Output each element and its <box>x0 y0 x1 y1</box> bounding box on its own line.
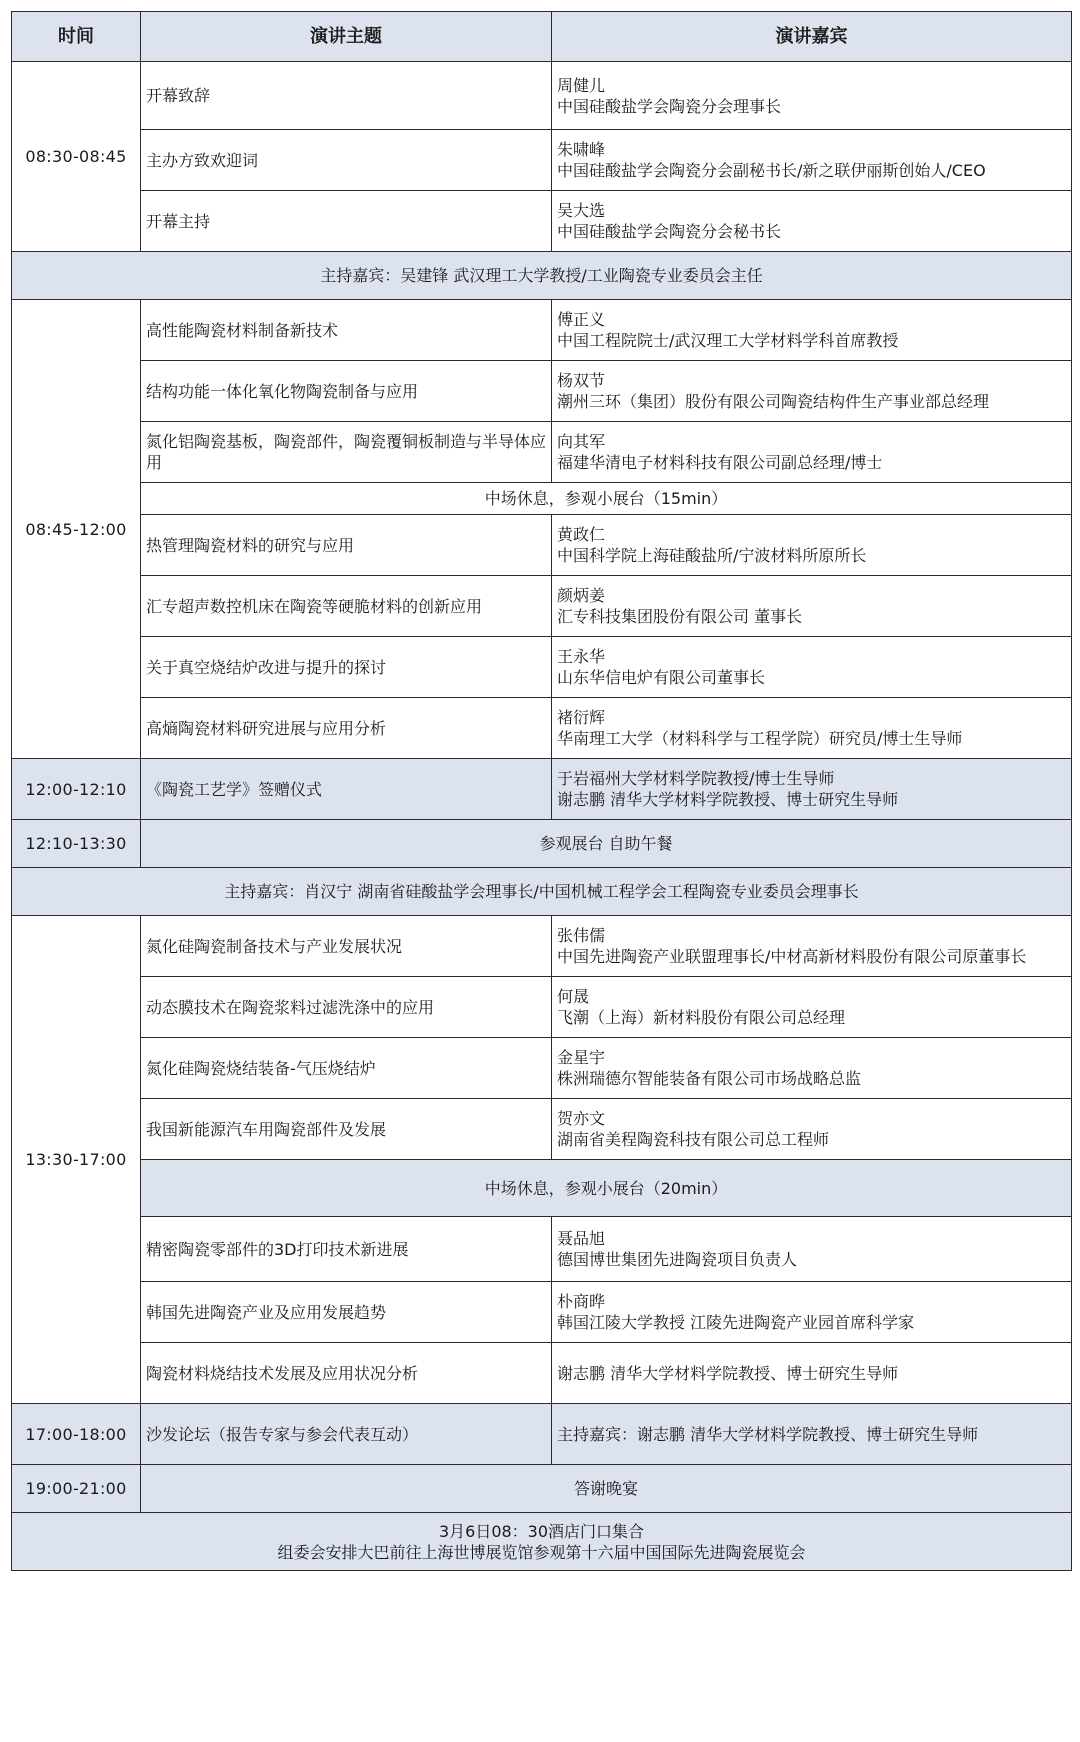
topic-cell: 沙发论坛（报告专家与参会代表互动） <box>141 1404 552 1465</box>
header-topic: 演讲主题 <box>141 12 552 62</box>
speaker-line: 谢志鹏 清华大学材料学院教授、博士研究生导师 <box>557 790 899 809</box>
topic-cell: 韩国先进陶瓷产业及应用发展趋势 <box>141 1282 552 1343</box>
table-row <box>12 300 1072 361</box>
speaker-cell <box>552 1217 1072 1282</box>
speaker-title: 中国硅酸盐学会陶瓷分会理事长 <box>557 96 782 116</box>
host-row <box>12 252 1072 300</box>
topic-cell: 主办方致欢迎词 <box>141 130 552 191</box>
speaker-cell <box>552 130 1072 191</box>
header-row <box>12 12 1072 62</box>
topic-cell: 陶瓷材料烧结技术发展及应用状况分析 <box>141 1343 552 1404</box>
speaker-name: 吴大选 <box>557 201 606 220</box>
table-row <box>12 698 1072 759</box>
time-cell: 12:10-13:30 <box>12 820 141 868</box>
speaker-title: 中国硅酸盐学会陶瓷分会秘书长 <box>557 222 782 241</box>
speaker-cell <box>552 422 1072 483</box>
table-row <box>12 1343 1072 1404</box>
topic-cell: 高性能陶瓷材料制备新技术 <box>141 300 552 361</box>
speaker-title: 飞潮（上海）新材料股份有限公司总经理 <box>557 1008 846 1027</box>
speaker-title: 汇专科技集团股份有限公司 董事长 <box>557 607 803 626</box>
topic-cell: 动态膜技术在陶瓷浆料过滤洗涤中的应用 <box>141 977 552 1038</box>
table-row <box>12 361 1072 422</box>
host-row <box>12 868 1072 916</box>
table-row <box>12 422 1072 483</box>
speaker-cell: 主持嘉宾：谢志鹏 清华大学材料学院教授、博士研究生导师 <box>552 1404 1072 1465</box>
table-row <box>12 1038 1072 1099</box>
speaker-name: 颜炳姜 <box>557 586 606 605</box>
table-row <box>12 576 1072 637</box>
time-cell: 13:30-17:00 <box>12 916 141 1404</box>
table-row <box>12 130 1072 191</box>
break-cell: 中场休息，参观小展台（20min） <box>141 1160 1072 1217</box>
table-row <box>12 515 1072 576</box>
table-row <box>12 1282 1072 1343</box>
speaker-title: 湖南省美程陶瓷科技有限公司总工程师 <box>557 1130 830 1149</box>
table-row <box>12 637 1072 698</box>
agenda-wrapper <box>11 11 1072 1571</box>
footer-cell <box>12 1513 1072 1571</box>
speaker-cell <box>552 698 1072 759</box>
topic-cell: 氮化硅陶瓷制备技术与产业发展状况 <box>141 916 552 977</box>
topic-cell: 《陶瓷工艺学》签赠仪式 <box>141 759 552 820</box>
speaker-name: 金星宇 <box>557 1048 606 1067</box>
speaker-name: 张伟儒 <box>557 926 606 945</box>
speaker-cell <box>552 1099 1072 1160</box>
speaker-name: 贺亦文 <box>557 1109 606 1128</box>
speaker-name: 杨双节 <box>557 371 606 390</box>
break-row <box>12 483 1072 515</box>
speaker-title: 潮州三环（集团）股份有限公司陶瓷结构件生产事业部总经理 <box>557 392 990 411</box>
speaker-name: 何晟 <box>557 987 590 1006</box>
table-row <box>12 191 1072 252</box>
speaker-title: 中国工程院院士/武汉理工大学材料学科首席教授 <box>557 331 899 350</box>
speaker-name: 朱啸峰 <box>557 140 606 159</box>
topic-cell: 结构功能一体化氧化物陶瓷制备与应用 <box>141 361 552 422</box>
speaker-title: 福建华清电子材料科技有限公司副总经理/博士 <box>557 453 883 472</box>
host-cell: 主持嘉宾：肖汉宁 湖南省硅酸盐学会理事长/中国机械工程学会工程陶瓷专业委员会理事长 <box>12 868 1072 916</box>
topic-cell: 高熵陶瓷材料研究进展与应用分析 <box>141 698 552 759</box>
speaker-name: 周健儿 <box>557 75 606 95</box>
speaker-title: 韩国江陵大学教授 江陵先进陶瓷产业园首席科学家 <box>557 1313 915 1332</box>
speaker-cell <box>552 300 1072 361</box>
speaker-name: 聂品旭 <box>557 1229 606 1248</box>
speaker-cell <box>552 576 1072 637</box>
topic-cell: 开幕主持 <box>141 191 552 252</box>
event-cell: 参观展台 自助午餐 <box>141 820 1072 868</box>
speaker-line: 于岩福州大学材料学院教授/博士生导师 <box>557 769 835 788</box>
speaker-title: 株洲瑞德尔智能装备有限公司市场战略总监 <box>557 1069 862 1088</box>
speaker-name: 傅正义 <box>557 310 606 329</box>
speaker-title: 山东华信电炉有限公司董事长 <box>557 668 766 687</box>
time-cell: 17:00-18:00 <box>12 1404 141 1465</box>
speaker-cell <box>552 637 1072 698</box>
time-cell: 12:00-12:10 <box>12 759 141 820</box>
table-row <box>12 1404 1072 1465</box>
table-row <box>12 820 1072 868</box>
topic-cell: 关于真空烧结炉改进与提升的探讨 <box>141 637 552 698</box>
footer-line: 组委会安排大巴前往上海世博展览馆参观第十六届中国国际先进陶瓷展览会 <box>277 1542 806 1562</box>
speaker-cell <box>552 515 1072 576</box>
topic-cell: 精密陶瓷零部件的3D打印技术新进展 <box>141 1217 552 1282</box>
speaker-name: 王永华 <box>557 647 606 666</box>
table-row <box>12 1099 1072 1160</box>
time-cell: 08:45-12:00 <box>12 300 141 759</box>
speaker-cell <box>552 361 1072 422</box>
speaker-title: 中国硅酸盐学会陶瓷分会副秘书长/新之联伊丽斯创始人/CEO <box>557 161 986 180</box>
speaker-cell: 谢志鹏 清华大学材料学院教授、博士研究生导师 <box>552 1343 1072 1404</box>
table-row <box>12 759 1072 820</box>
speaker-title: 中国先进陶瓷产业联盟理事长/中材高新材料股份有限公司原董事长 <box>557 947 1027 966</box>
speaker-name: 褚衍辉 <box>557 708 606 727</box>
topic-cell: 开幕致辞 <box>141 62 552 130</box>
host-cell: 主持嘉宾：吴建锋 武汉理工大学教授/工业陶瓷专业委员会主任 <box>12 252 1072 300</box>
topic-cell: 汇专超声数控机床在陶瓷等硬脆材料的创新应用 <box>141 576 552 637</box>
topic-cell: 氮化铝陶瓷基板，陶瓷部件，陶瓷覆铜板制造与半导体应用 <box>141 422 552 483</box>
speaker-name: 黄政仁 <box>557 525 606 544</box>
header-time: 时间 <box>12 12 141 62</box>
speaker-cell <box>552 916 1072 977</box>
footer-line: 3月6日08：30酒店门口集合 <box>438 1521 645 1541</box>
table-row <box>12 916 1072 977</box>
speaker-name: 朴商晔 <box>557 1292 606 1311</box>
table-row <box>12 1465 1072 1513</box>
table-row <box>12 62 1072 130</box>
break-cell: 中场休息，参观小展台（15min） <box>141 483 1072 515</box>
speaker-cell <box>552 977 1072 1038</box>
topic-cell: 热管理陶瓷材料的研究与应用 <box>141 515 552 576</box>
header-speaker: 演讲嘉宾 <box>552 12 1072 62</box>
time-cell: 08:30-08:45 <box>12 62 141 252</box>
speaker-title: 德国博世集团先进陶瓷项目负责人 <box>557 1250 798 1269</box>
break-row <box>12 1160 1072 1217</box>
speaker-cell <box>552 1038 1072 1099</box>
time-cell: 19:00-21:00 <box>12 1465 141 1513</box>
footer-row <box>12 1513 1072 1571</box>
speaker-title: 中国科学院上海硅酸盐所/宁波材料所原所长 <box>557 546 867 565</box>
speaker-cell <box>552 759 1072 820</box>
topic-cell: 我国新能源汽车用陶瓷部件及发展 <box>141 1099 552 1160</box>
table-row <box>12 1217 1072 1282</box>
speaker-cell <box>552 1282 1072 1343</box>
speaker-cell <box>552 191 1072 252</box>
topic-cell: 氮化硅陶瓷烧结装备-气压烧结炉 <box>141 1038 552 1099</box>
speaker-cell <box>552 62 1072 130</box>
table-row <box>12 977 1072 1038</box>
agenda-table <box>11 11 1072 1571</box>
speaker-name: 向其军 <box>557 432 606 451</box>
speaker-title: 华南理工大学（材料科学与工程学院）研究员/博士生导师 <box>557 729 963 748</box>
event-cell: 答谢晚宴 <box>141 1465 1072 1513</box>
